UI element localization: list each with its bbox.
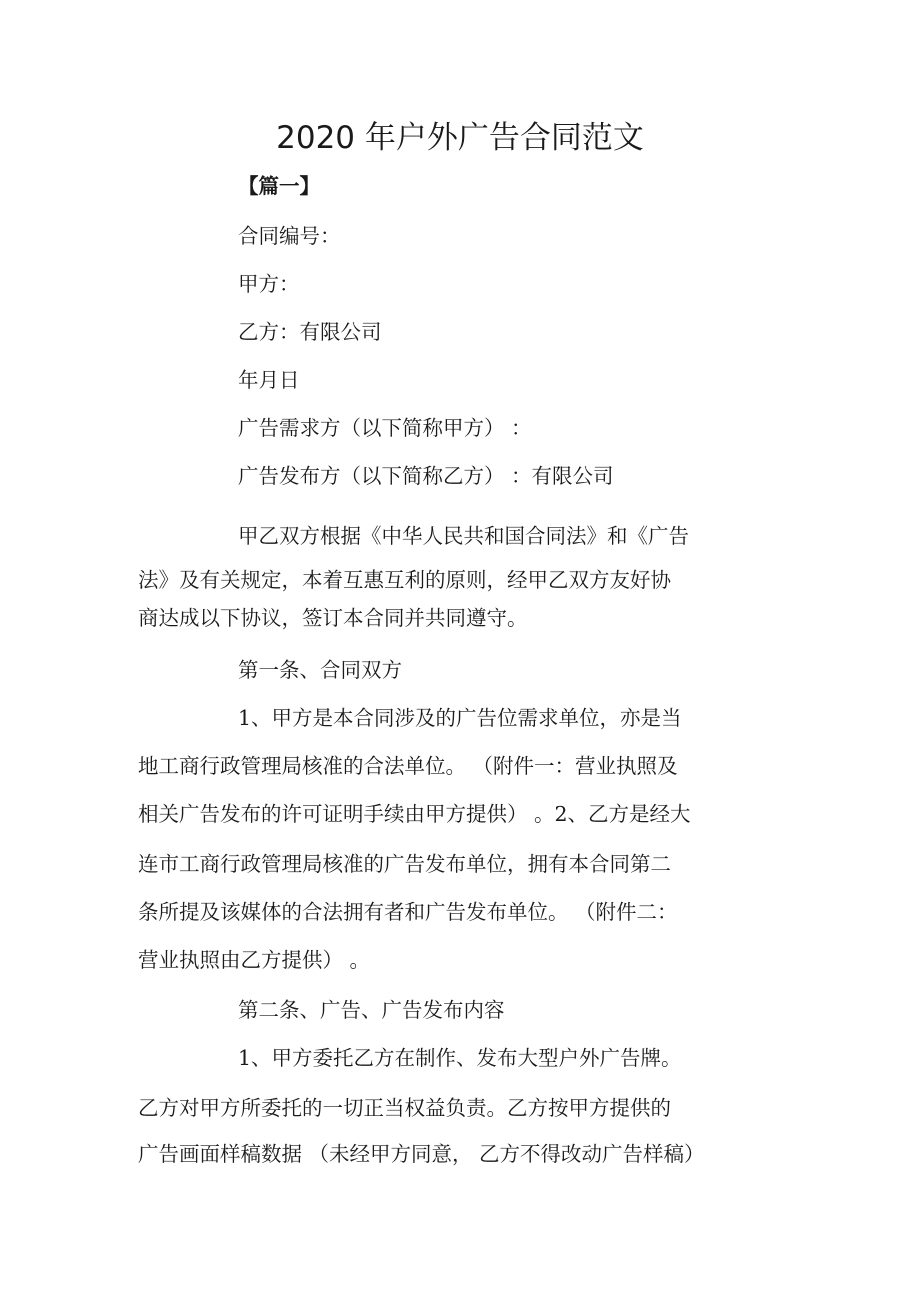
paragraph-line: 甲乙双方根据《中华人民共和国合同法》和《广告 <box>238 524 689 548</box>
ad-demand-party-line: 广告需求方（以下简称甲方） ： <box>238 416 532 440</box>
party-b-line: 乙方：有限公司 <box>238 320 382 344</box>
party-a-line: 甲方： <box>238 272 300 296</box>
article-heading: 第一条、合同双方 <box>238 658 402 682</box>
article-heading: 第二条、广告、广告发布内容 <box>238 998 505 1022</box>
document-title: 2020 年户外广告合同范文 <box>276 120 644 156</box>
paragraph-line: 1、甲方是本合同涉及的广告位需求单位，亦是当 <box>238 706 682 730</box>
paragraph-line: 乙方对甲方所委托的一切正当权益负责。乙方按甲方提供的 <box>138 1096 671 1120</box>
contract-number-line: 合同编号： <box>238 224 341 248</box>
ad-publisher-party-line: 广告发布方（以下简称乙方） ：有限公司 <box>238 464 614 488</box>
paragraph-line: 条所提及该媒体的合法拥有者和广告发布单位。 （附件二： <box>138 900 678 924</box>
paragraph-line: 商达成以下协议，签订本合同并共同遵守。 <box>138 606 528 630</box>
paragraph-line: 广告画面样稿数据 （未经甲方同意， 乙方不得改动广告样稿） <box>138 1142 705 1166</box>
paragraph-line: 营业执照由乙方提供） 。 <box>138 948 371 972</box>
paragraph-line: 地工商行政管理局核准的合法单位。 （附件一：营业执照及 <box>138 754 678 778</box>
paragraph-line: 1、甲方委托乙方在制作、发布大型户外广告牌。 <box>238 1046 682 1070</box>
paragraph-line: 连市工商行政管理局核准的广告发布单位，拥有本合同第二 <box>138 852 671 876</box>
date-line: 年月日 <box>238 368 300 392</box>
paragraph-line: 法》及有关规定，本着互惠互利的原则，经甲乙双方友好协 <box>138 568 671 592</box>
section-label: 【篇一】 <box>238 174 320 198</box>
paragraph-line: 相关广告发布的许可证明手续由甲方提供） 。2、乙方是经大 <box>138 802 691 826</box>
